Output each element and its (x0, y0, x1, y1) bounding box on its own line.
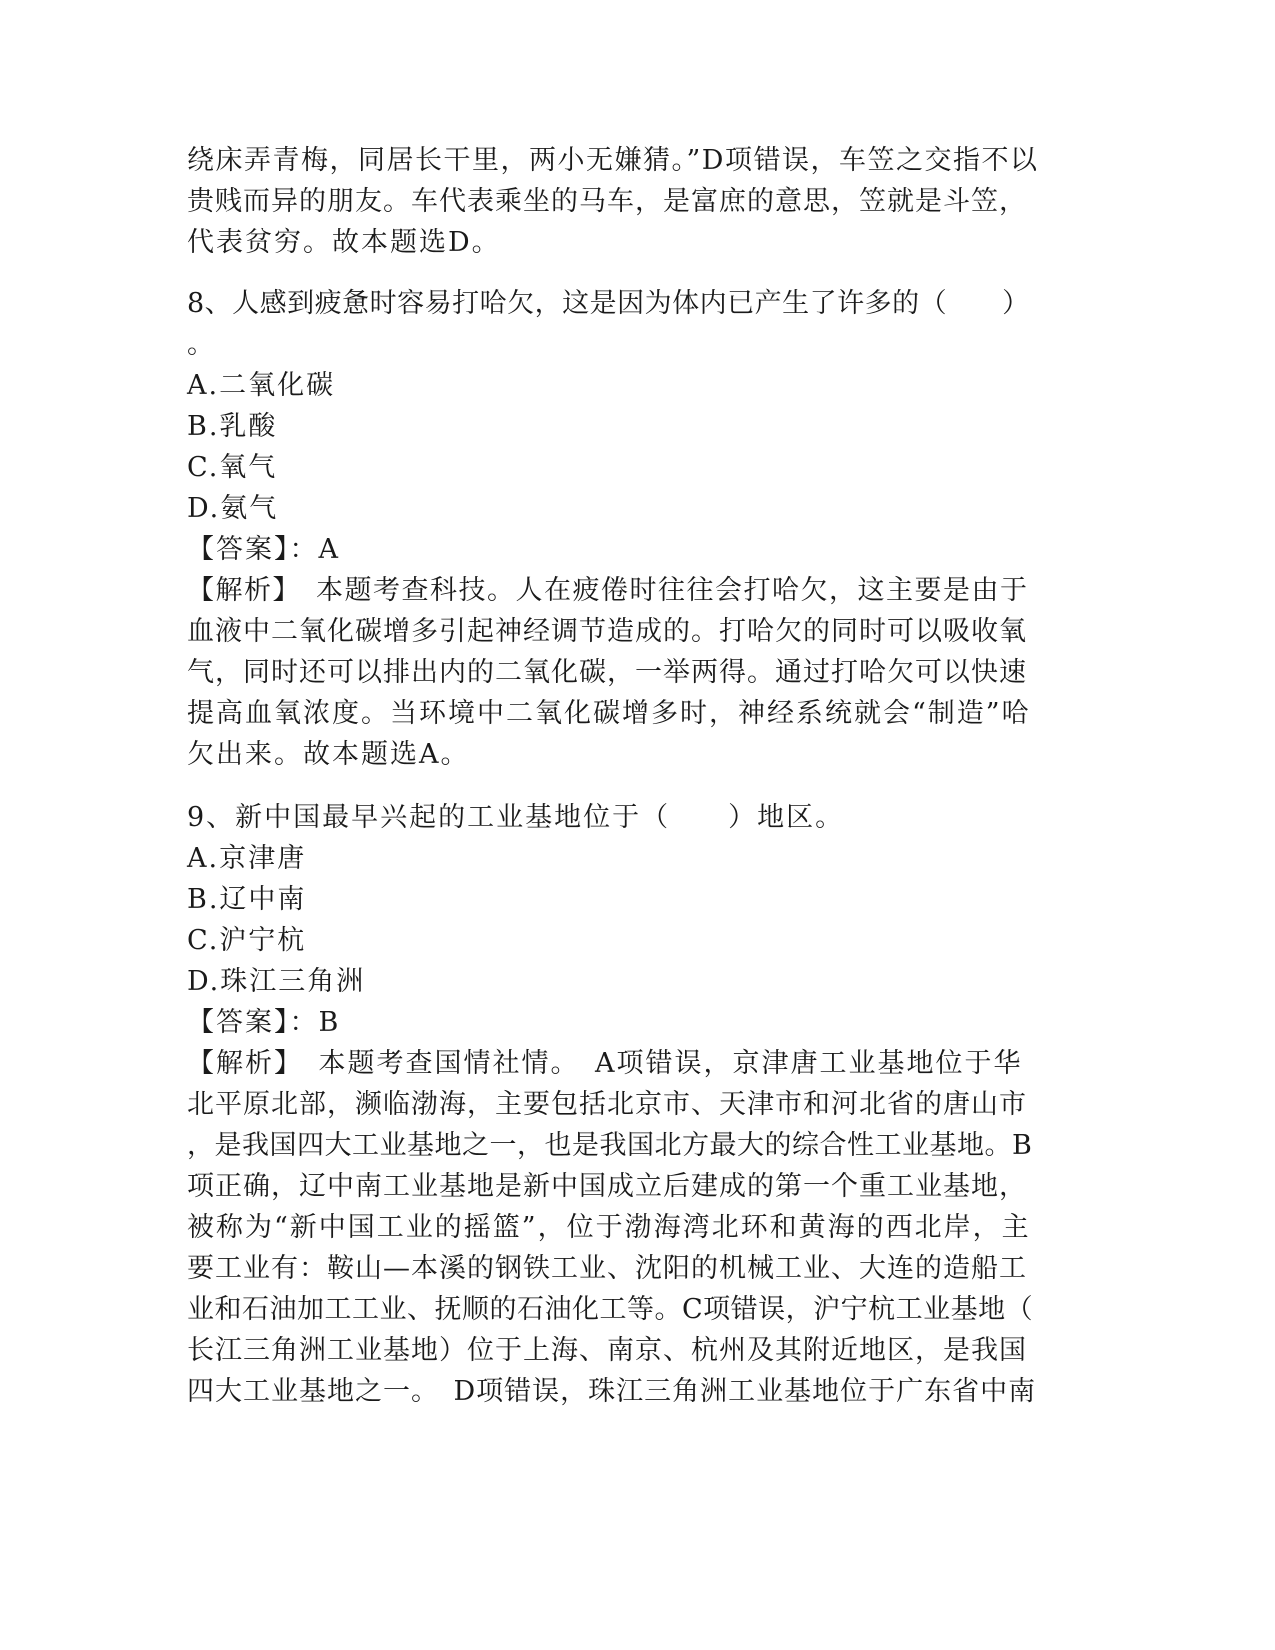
option-a: A.二氧化碳 (187, 370, 336, 401)
option-c: C.氧气 (187, 452, 278, 483)
explanation-line: 被称为“新中国工业的摇篮”，位于渤海湾北环和黄海的西北岸，主 (187, 1212, 1031, 1243)
explanation-line: 项正确，辽中南工业基地是新中国成立后建成的第一个重工业基地， (187, 1171, 1027, 1202)
explanation-line: 长江三角洲工业基地）位于上海、南京、杭州及其附近地区，是我国 (187, 1335, 1027, 1366)
option-c: C.沪宁杭 (187, 925, 307, 956)
explanation-line: ，是我国四大工业基地之一，也是我国北方最大的综合性工业基地。B (187, 1130, 1033, 1161)
question-text: 。 (187, 329, 216, 360)
option-b: B.辽中南 (187, 884, 307, 915)
explanation-line: 业和石油加工工业、抚顺的石油化工等。C项错误，沪宁杭工业基地（ (187, 1294, 1034, 1325)
question-text: 8、人感到疲惫时容易打哈欠，这是因为体内已产生了许多的（ ） (187, 288, 1030, 319)
explanation-line: 欠出来。故本题选A。 (187, 739, 470, 770)
explanation-line: 气，同时还可以排出内的二氧化碳，一举两得。通过打哈欠可以快速 (187, 657, 1027, 688)
option-a: A.京津唐 (187, 843, 307, 874)
explanation-line: 血液中二氧化碳增多引起神经调节造成的。打哈欠的同时可以吸收氧 (187, 616, 1027, 647)
explanation-line: 北平原北部，濒临渤海，主要包括北京市、天津市和河北省的唐山市 (187, 1089, 1027, 1120)
answer: 【答案】：B (187, 1007, 341, 1038)
answer: 【答案】：A (187, 534, 340, 565)
question-text: 9、新中国最早兴起的工业基地位于（ ）地区。 (187, 802, 845, 833)
explanation-line: 提高血氧浓度。当环境中二氧化碳增多时，神经系统就会“制造”哈 (187, 698, 1031, 729)
option-d: D.氨气 (187, 493, 279, 524)
explanation-line: 【解析】 本题考查国情社情。 A项错误，京津唐工业基地位于华 (187, 1048, 1023, 1079)
explanation-line: 【解析】 本题考查科技。人在疲倦时往往会打哈欠，这主要是由于 (187, 575, 1029, 606)
explanation-line: 四大工业基地之一。 D项错误，珠江三角洲工业基地位于广东省中南 (187, 1376, 1037, 1407)
option-b: B.乳酸 (187, 411, 278, 442)
option-d: D.珠江三角洲 (187, 966, 366, 997)
text-line: 绕床弄青梅，同居长干里，两小无嫌猜。”D项错误，车笠之交指不以 (187, 145, 1039, 176)
explanation-line: 要工业有：鞍山—本溪的钢铁工业、沈阳的机械工业、大连的造船工 (187, 1253, 1027, 1284)
text-line: 代表贫穷。故本题选D。 (187, 227, 501, 258)
text-line: 贵贱而异的朋友。车代表乘坐的马车，是富庶的意思，笠就是斗笠， (187, 186, 1027, 217)
